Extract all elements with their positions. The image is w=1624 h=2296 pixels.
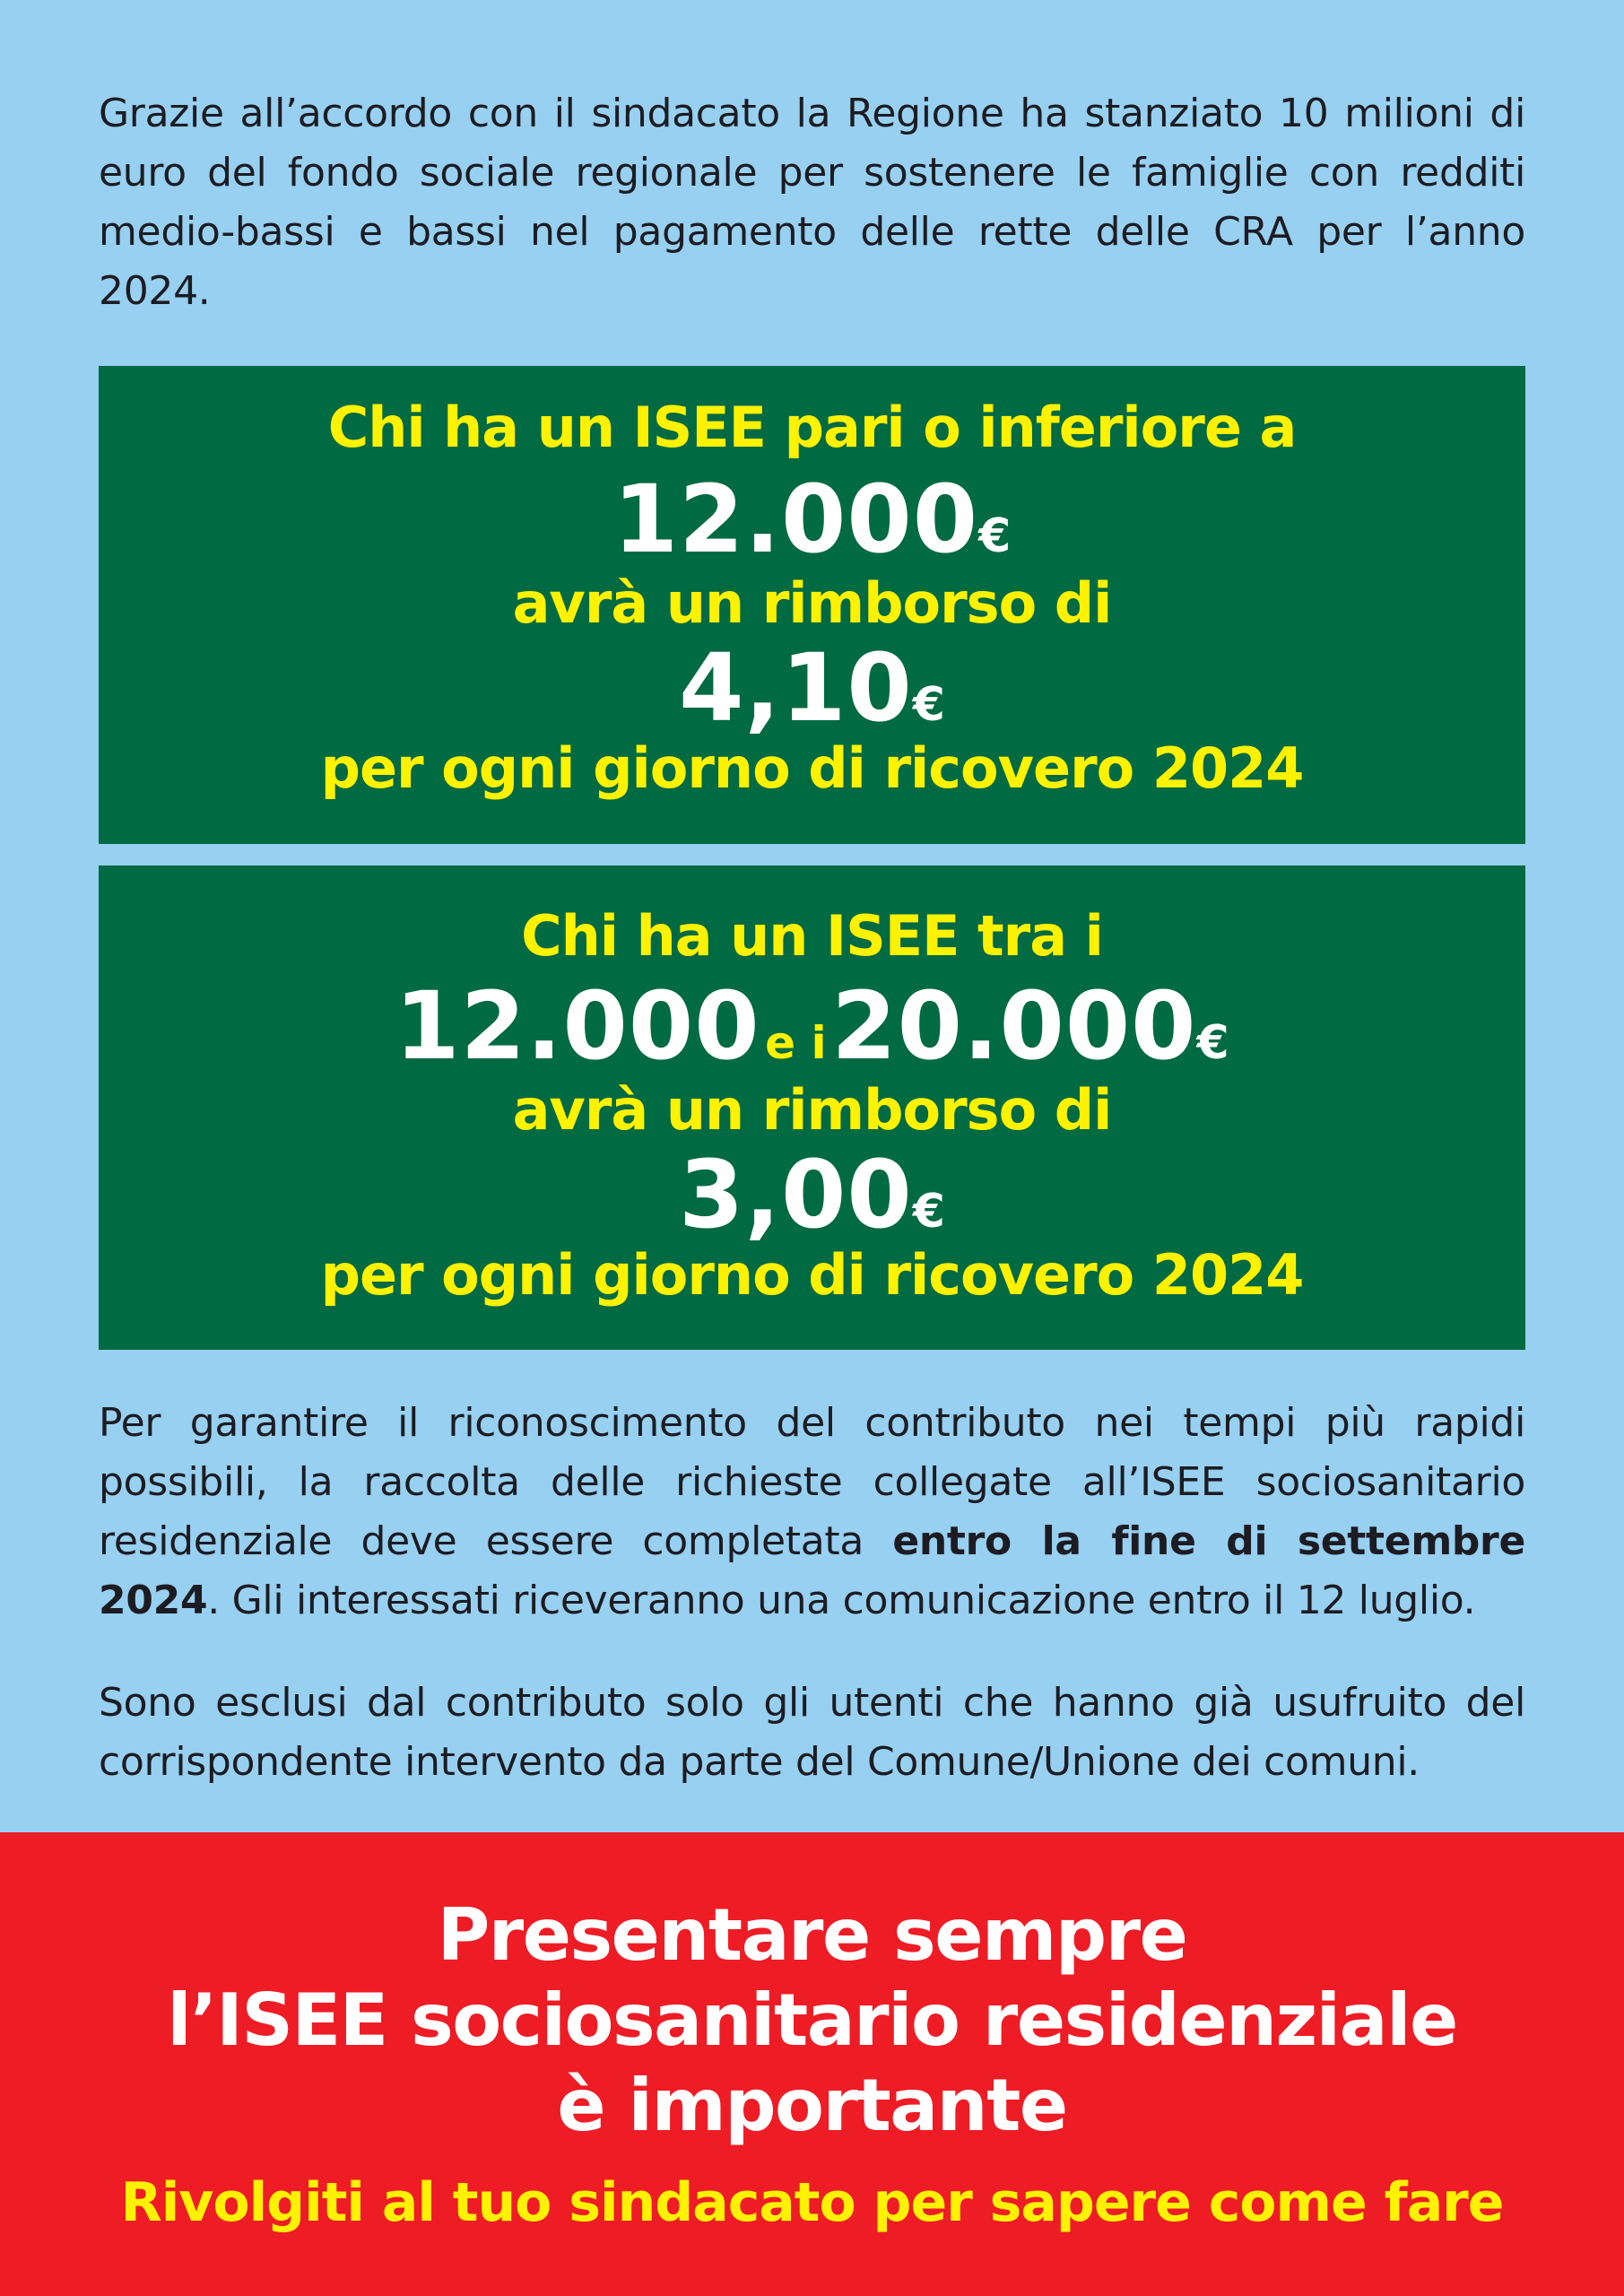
box1-amount-value: 4,10	[679, 633, 913, 743]
box2-per-day-text: per ogni giorno di ricovero 2024	[320, 1242, 1304, 1308]
box1-threshold	[99, 465, 1525, 574]
reimbursement-box-mid-isee	[99, 865, 1525, 1350]
deadline-paragraph	[99, 1394, 1525, 1631]
box2-connector: e i	[765, 1017, 827, 1069]
box2-threshold-range	[99, 971, 1525, 1081]
box2-amount	[99, 1140, 1525, 1249]
box1-reimbursement-label: avrà un rimborso di	[512, 570, 1112, 636]
box2-amount-currency: €	[912, 1185, 945, 1239]
box2-amount-value: 3,00	[679, 1140, 913, 1249]
deadline-date-emphasis: entro la fine di settembre 2024	[99, 1518, 1526, 1623]
banner-headline-line3: è importante	[557, 2064, 1067, 2147]
box1-threshold-value: 12.000	[612, 465, 979, 574]
box1-threshold-currency: €	[978, 509, 1012, 563]
banner-subline: Rivolgiti al tuo sindacato per sapere come fare	[120, 2171, 1504, 2234]
box1-amount	[99, 633, 1525, 743]
box2-condition-text: Chi ha un ISEE tra i	[521, 903, 1103, 969]
deadline-text-before: Per garantire il riconoscimento del contributo nei tempi più rapidi possibili, la raccolta delle richieste collegate all’ISEE sociosanitario residenziale deve essere completata	[99, 1400, 1525, 1564]
deadline-text-after: . Gli interessati riceveranno una comunicazione entro il 12 luglio.	[207, 1578, 1476, 1623]
exclusion-paragraph: Sono esclusi dal contributo solo gli utenti che hanno già usufruito del corrispondente intervento da parte del Comune/Unione dei comuni.	[99, 1680, 1525, 1785]
reimbursement-box-low-isee	[99, 366, 1525, 844]
box1-per-day-text: per ogni giorno di ricovero 2024	[320, 735, 1304, 801]
call-to-action-banner	[0, 1832, 1624, 2296]
intro-paragraph: Grazie all’accordo con il sindacato la Regione ha stanziato 10 milioni di euro del fondo sociale regionale per sostenere le famiglie con redditi medio-bassi e bassi nel pagamento delle rette delle CRA per l’anno 2024.	[99, 91, 1525, 314]
box2-threshold-currency: €	[1196, 1016, 1229, 1070]
box2-reimbursement-label: avrà un rimborso di	[512, 1077, 1112, 1143]
box2-threshold-high: 20.000	[831, 971, 1197, 1081]
box2-threshold-low: 12.000	[395, 971, 760, 1081]
box1-amount-currency: €	[912, 678, 945, 732]
box1-condition-text: Chi ha un ISEE pari o inferiore a	[327, 395, 1297, 460]
banner-headline-line2: l’ISEE sociosanitario residenziale	[167, 1979, 1457, 2062]
banner-headline-line1: Presentare sempre	[437, 1893, 1187, 1977]
